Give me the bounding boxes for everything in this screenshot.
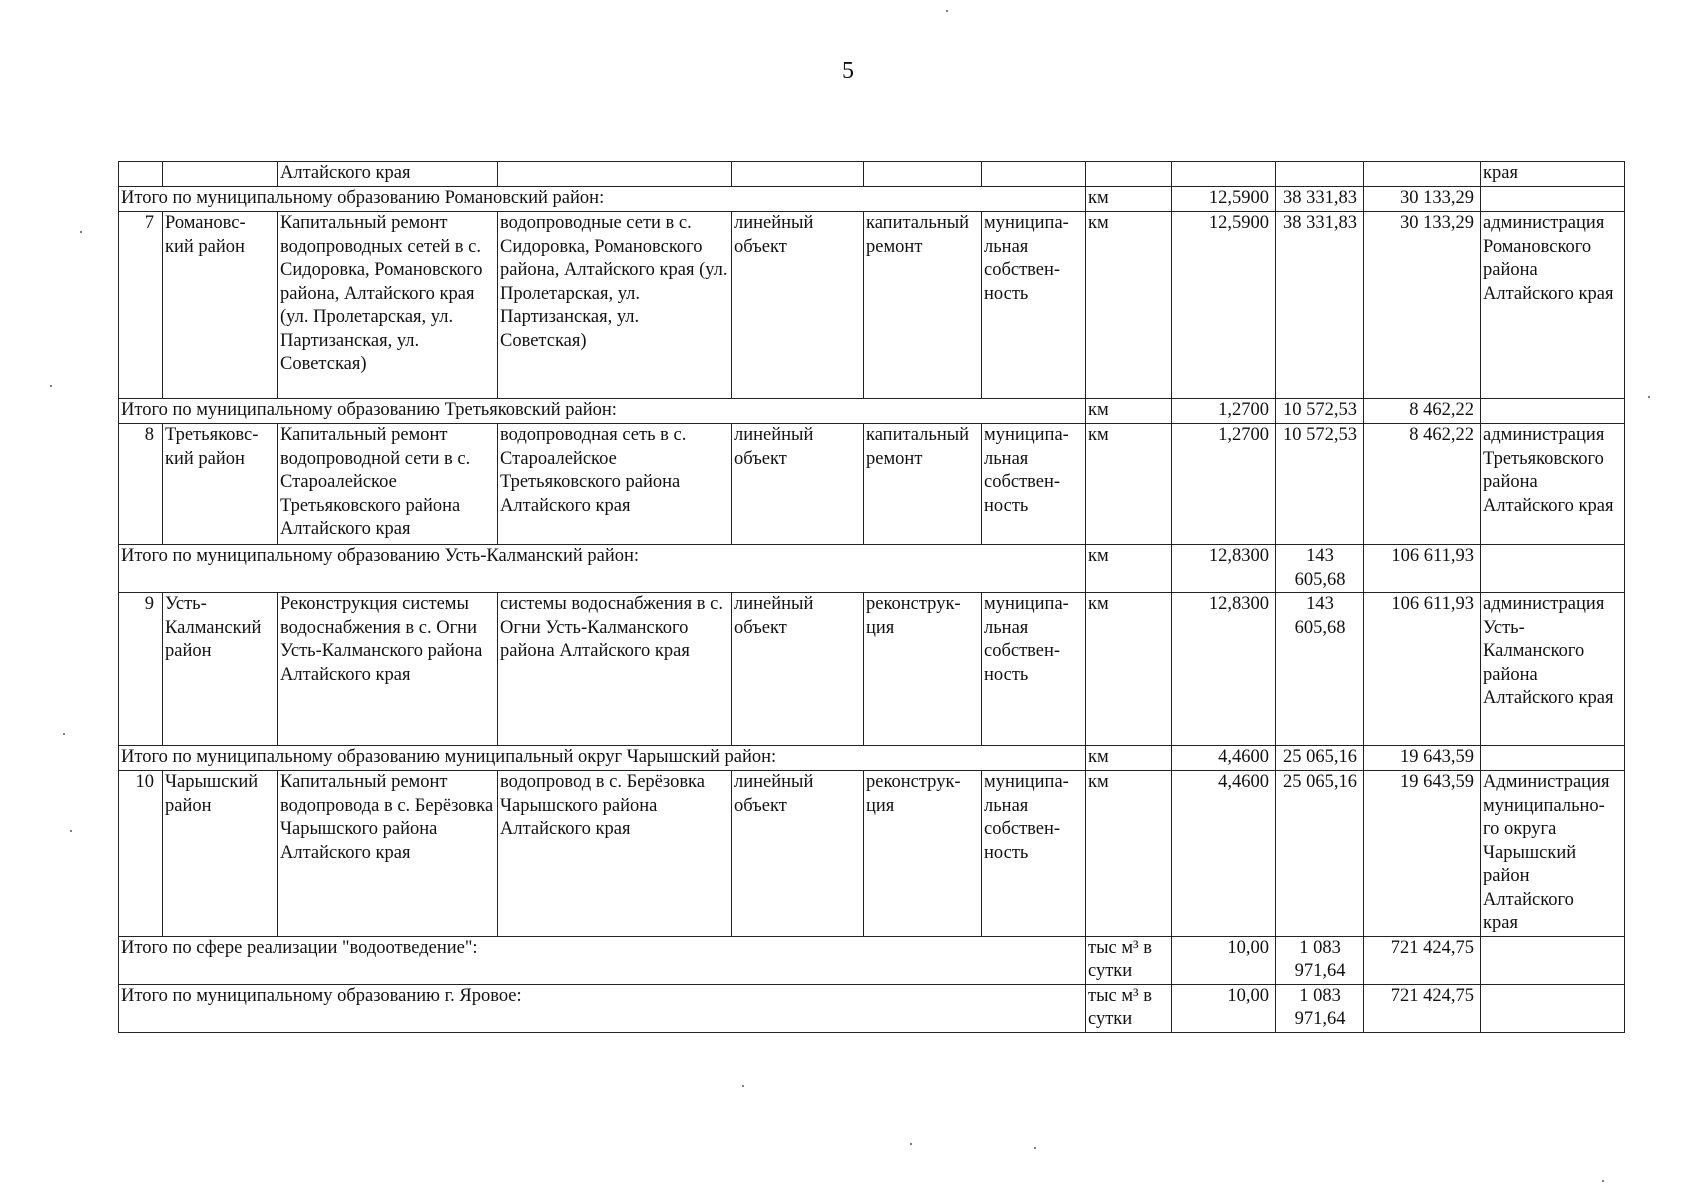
cell-empty (1276, 162, 1364, 187)
cell-district (163, 162, 278, 187)
cell-responsible: Администрация муниципально- го округа Чарышский район Алтайского края (1481, 771, 1625, 937)
cell-cost: 10 572,53 (1276, 424, 1364, 545)
cell-cost: 10 572,53 (1276, 399, 1364, 424)
cell-quantity: 12,5900 (1172, 187, 1276, 212)
scan-speck (946, 10, 948, 12)
cell-quantity: 4,4600 (1172, 746, 1276, 771)
cell-empty (732, 162, 864, 187)
cell-cost-budget: 721 424,75 (1364, 936, 1481, 984)
cell-quantity: 4,4600 (1172, 771, 1276, 937)
scan-speck (1602, 1180, 1604, 1182)
cell-name: Алтайского края (278, 162, 498, 187)
cell-cost-budget: 30 133,29 (1364, 187, 1481, 212)
cell-cost-budget: 30 133,29 (1364, 212, 1481, 399)
scan-speck (70, 830, 72, 832)
cell-number (119, 162, 163, 187)
cell-kind: линейный объект (732, 593, 864, 746)
cell-responsible: администрация Усть-Калманского района Алтайского края (1481, 593, 1625, 746)
cell-responsible: края (1481, 162, 1625, 187)
cell-ownership: муниципа- льная собствен- ность (982, 771, 1086, 937)
cell-cost-budget: 106 611,93 (1364, 593, 1481, 746)
table-row (119, 771, 1625, 937)
total-row (119, 545, 1625, 593)
cell-cost: 38 331,83 (1276, 187, 1364, 212)
cell-empty (864, 162, 982, 187)
cell-quantity: 1,2700 (1172, 424, 1276, 545)
register-table (118, 161, 1625, 1033)
cell-empty (498, 162, 732, 187)
cell-ownership: муниципа- льная собствен- ность (982, 593, 1086, 746)
scan-speck (63, 733, 65, 735)
cell-cost: 25 065,16 (1276, 746, 1364, 771)
cell-cost-budget: 721 424,75 (1364, 984, 1481, 1032)
table-row (119, 162, 1625, 187)
cell-work: реконструк- ция (864, 593, 982, 746)
cell-ownership: муниципа- льная собствен- ность (982, 424, 1086, 545)
total-label: Итого по муниципальному образованию Усть-Калманский район: (119, 545, 1086, 593)
total-label: Итого по муниципальному образованию г. Яровое: (119, 984, 1086, 1032)
cell-responsible (1481, 746, 1625, 771)
cell-district: Романовс- кий район (163, 212, 278, 399)
scan-speck (80, 231, 82, 233)
cell-unit: км (1086, 187, 1172, 212)
cell-district: Третьяковс- кий район (163, 424, 278, 545)
cell-empty (1086, 162, 1172, 187)
cell-cost: 38 331,83 (1276, 212, 1364, 399)
cell-cost: 1 083 971,64 (1276, 984, 1364, 1032)
cell-cost-budget: 106 611,93 (1364, 545, 1481, 593)
cell-unit: км (1086, 212, 1172, 399)
cell-district: Усть- Калманский район (163, 593, 278, 746)
cell-quantity: 1,2700 (1172, 399, 1276, 424)
cell-quantity: 12,5900 (1172, 212, 1276, 399)
total-row (119, 187, 1625, 212)
total-row (119, 984, 1625, 1032)
cell-name: Капитальный ремонт водопровода в с. Берёзовка Чарышского района Алтайского края (278, 771, 498, 937)
cell-object: системы водоснабжения в с. Огни Усть-Калманского района Алтайского края (498, 593, 732, 746)
cell-cost-budget: 19 643,59 (1364, 771, 1481, 937)
cell-responsible (1481, 936, 1625, 984)
scan-speck (910, 1143, 912, 1145)
table-row (119, 424, 1625, 545)
scan-speck (742, 1085, 744, 1087)
cell-number: 9 (119, 593, 163, 746)
cell-number: 8 (119, 424, 163, 545)
scan-speck (1648, 396, 1650, 398)
cell-cost: 25 065,16 (1276, 771, 1364, 937)
cell-unit: тыс м³ в сутки (1086, 984, 1172, 1032)
cell-cost-budget: 8 462,22 (1364, 424, 1481, 545)
cell-unit: км (1086, 399, 1172, 424)
cell-quantity: 10,00 (1172, 936, 1276, 984)
cell-unit: км (1086, 746, 1172, 771)
cell-kind: линейный объект (732, 424, 864, 545)
total-row (119, 936, 1625, 984)
cell-cost: 1 083 971,64 (1276, 936, 1364, 984)
table-row (119, 593, 1625, 746)
cell-empty (982, 162, 1086, 187)
cell-empty (1172, 162, 1276, 187)
cell-cost-budget: 8 462,22 (1364, 399, 1481, 424)
cell-work: реконструк- ция (864, 771, 982, 937)
cell-unit: км (1086, 593, 1172, 746)
table-body (119, 162, 1625, 1033)
cell-responsible (1481, 545, 1625, 593)
cell-quantity: 12,8300 (1172, 545, 1276, 593)
cell-unit: км (1086, 771, 1172, 937)
cell-name: Реконструкция системы водоснабжения в с. Огни Усть-Калманского района Алтайского края (278, 593, 498, 746)
cell-cost-budget: 19 643,59 (1364, 746, 1481, 771)
cell-unit: км (1086, 424, 1172, 545)
total-label: Итого по сфере реализации "водоотведение": (119, 936, 1086, 984)
cell-cost: 143 605,68 (1276, 593, 1364, 746)
cell-name: Капитальный ремонт водопроводной сети в с. Староалейское Третьяковского района Алтайского края (278, 424, 498, 545)
cell-empty (1364, 162, 1481, 187)
cell-cost: 143 605,68 (1276, 545, 1364, 593)
cell-object: водопровод в с. Берёзовка Чарышского района Алтайского края (498, 771, 732, 937)
cell-responsible: администрация Третьяковского района Алтайского края (1481, 424, 1625, 545)
table-row (119, 212, 1625, 399)
total-label: Итого по муниципальному образованию Третьяковский район: (119, 399, 1086, 424)
cell-kind: линейный объект (732, 212, 864, 399)
cell-responsible (1481, 187, 1625, 212)
cell-unit: км (1086, 545, 1172, 593)
cell-work: капитальный ремонт (864, 212, 982, 399)
cell-unit: тыс м³ в сутки (1086, 936, 1172, 984)
scan-speck (1034, 1147, 1036, 1149)
cell-name: Капитальный ремонт водопроводных сетей в с. Сидоровка, Романовского района, Алтайского края (ул. Пролетарская, ул. Партизанская, ул. Советская) (278, 212, 498, 399)
cell-object: водопроводные сети в с. Сидоровка, Романовского района, Алтайского края (ул. Пролетарская, ул. Партизанская, ул. Советская) (498, 212, 732, 399)
cell-number: 10 (119, 771, 163, 937)
page-number: 5 (842, 58, 854, 84)
cell-quantity: 10,00 (1172, 984, 1276, 1032)
cell-ownership: муниципа- льная собствен- ность (982, 212, 1086, 399)
total-label: Итого по муниципальному образованию Романовский район: (119, 187, 1086, 212)
total-row (119, 746, 1625, 771)
cell-responsible (1481, 399, 1625, 424)
cell-kind: линейный объект (732, 771, 864, 937)
cell-work: капитальный ремонт (864, 424, 982, 545)
cell-responsible: администрация Романовского района Алтайского края (1481, 212, 1625, 399)
total-label: Итого по муниципальному образованию муниципальный округ Чарышский район: (119, 746, 1086, 771)
cell-responsible (1481, 984, 1625, 1032)
cell-object: водопроводная сеть в с. Староалейское Третьяковского района Алтайского края (498, 424, 732, 545)
scan-speck (50, 385, 52, 387)
total-row (119, 399, 1625, 424)
cell-quantity: 12,8300 (1172, 593, 1276, 746)
cell-number: 7 (119, 212, 163, 399)
cell-district: Чарышский район (163, 771, 278, 937)
